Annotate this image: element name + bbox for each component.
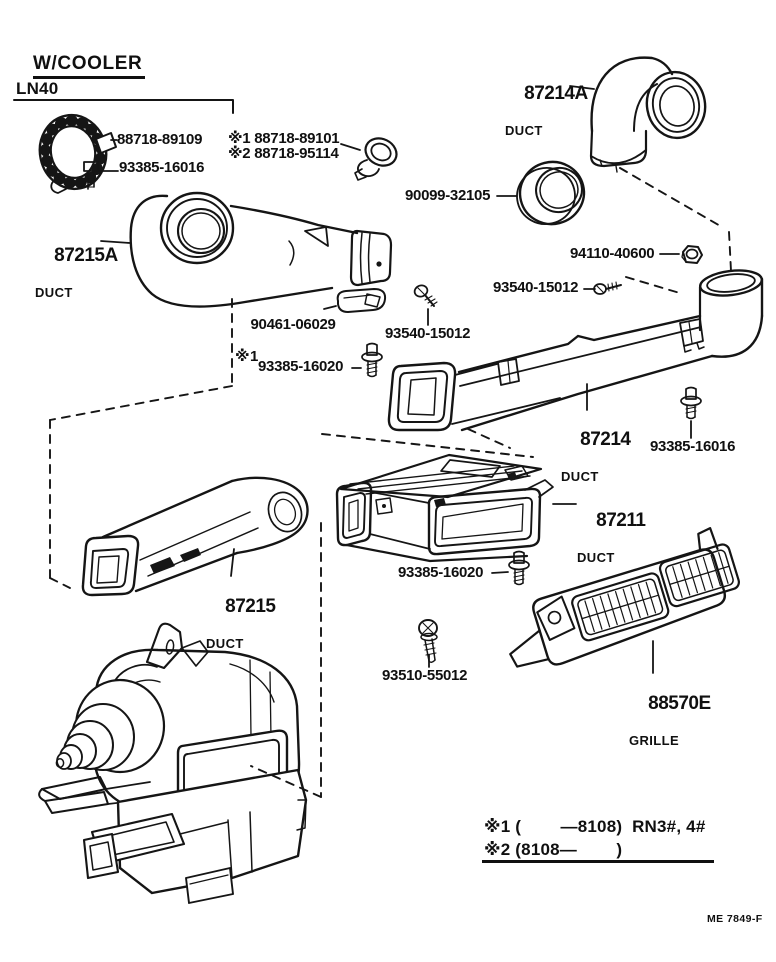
drawing-screw-93540-center	[413, 284, 437, 306]
part-number: 88570E	[648, 693, 711, 715]
part-number: 87214	[580, 429, 631, 451]
drawing-clamp-88718-89101	[355, 133, 401, 180]
drawing-screw-93510-55012	[419, 620, 437, 662]
label-93540-15012-right: 93540-15012	[493, 279, 579, 296]
part-number: 87215	[225, 596, 276, 618]
part-number: 87214A	[524, 83, 588, 105]
label-87211	[577, 491, 645, 605]
document-code: ME 7849-F	[707, 913, 763, 925]
label-87214a	[505, 64, 588, 178]
footnote-1: ※1 ( —8108) RN3#, 4#	[484, 817, 706, 836]
label-94110-40600: 94110-40600	[570, 245, 655, 262]
drawing-screw-93385-16020-left	[362, 344, 382, 377]
model-code: LN40	[16, 79, 59, 98]
part-kind: GRILLE	[629, 733, 680, 749]
drawing-nut-94110-40600	[682, 246, 702, 263]
label-87215a	[35, 226, 118, 340]
part-kind: DUCT	[505, 123, 543, 139]
label-93385-16016-bottom: 93385-16016	[650, 438, 736, 455]
label-93385-16016-top: 93385-16016	[119, 159, 205, 176]
part-kind: DUCT	[561, 469, 599, 485]
model-bracket-line	[14, 100, 233, 113]
label-88718-95114: ※2 88718-95114	[228, 145, 339, 162]
footnote-underline	[482, 860, 714, 863]
part-kind: DUCT	[206, 636, 244, 652]
part-note-ref: ※1	[235, 347, 259, 365]
drawing-flap-90461-06029	[338, 289, 385, 312]
label-93540-15012-center: 93540-15012	[385, 325, 471, 342]
part-kind: DUCT	[35, 285, 73, 301]
label-88718-89109: 88718-89109	[117, 131, 203, 148]
part-number: 87215A	[54, 245, 118, 267]
part-kind: DUCT	[577, 550, 615, 566]
drawing-duct-87215a	[131, 193, 391, 307]
page-title: W/COOLER	[33, 53, 145, 79]
label-88570e	[629, 674, 711, 788]
drawing-clamp-88718-89109	[33, 109, 116, 195]
label-87215	[206, 577, 275, 691]
footnote-2: ※2 (8108— )	[484, 840, 623, 859]
label-93385-16020-middle: 93385-16020	[398, 564, 484, 581]
drawing-screw-93385-16016-bottom	[681, 388, 701, 419]
drawing-duct-87214a	[591, 58, 710, 172]
drawing-duct-87211	[337, 455, 553, 561]
drawing-screw-93540-right	[594, 282, 621, 294]
label-93510-55012: 93510-55012	[382, 667, 468, 684]
part-number: 87211	[596, 510, 646, 532]
label-90461-06029	[235, 301, 336, 396]
part-number: 90461-06029	[250, 315, 336, 333]
label-93385-16020-left: 93385-16020	[258, 358, 344, 375]
label-88718-89101: ※1 88718-89101	[228, 130, 340, 147]
label-90099-32105: 90099-32105	[405, 187, 491, 204]
